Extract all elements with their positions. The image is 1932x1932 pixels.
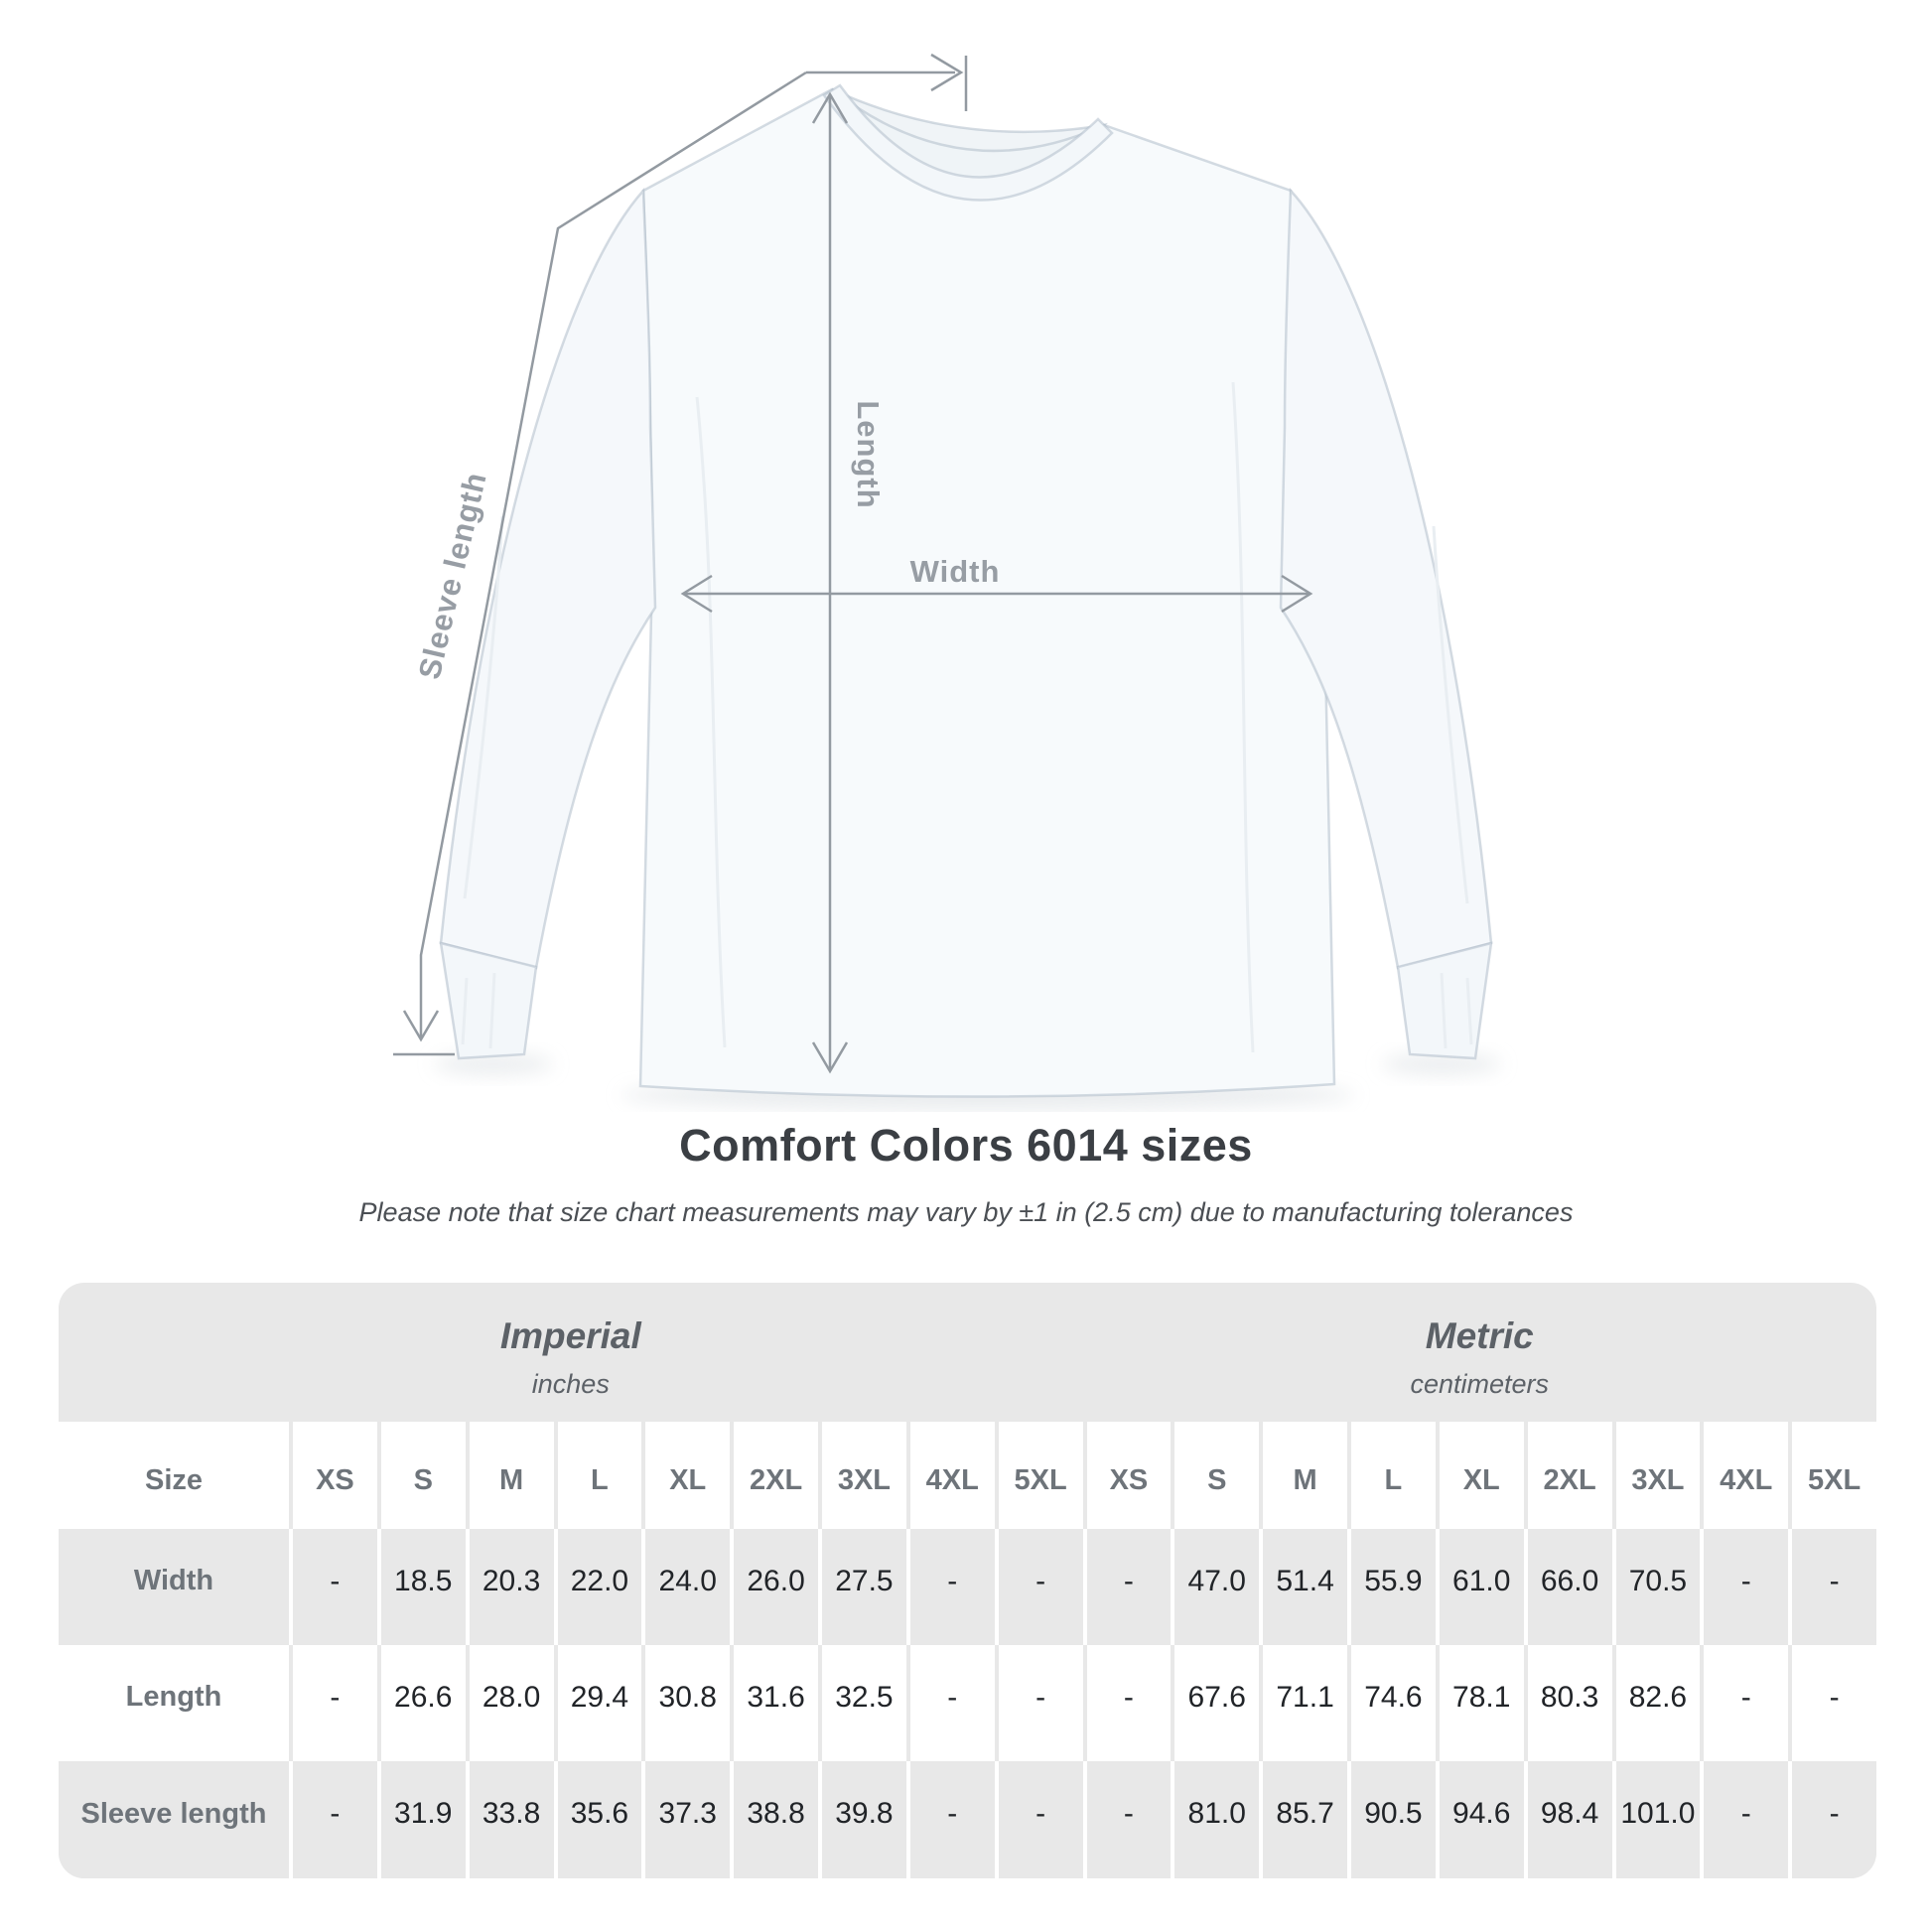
size-header-cell-imperial: S	[377, 1422, 466, 1529]
size-header-cell-imperial: 3XL	[818, 1422, 906, 1529]
value-cell-metric: 71.1	[1259, 1645, 1347, 1761]
value-cell-imperial: 38.8	[730, 1761, 818, 1878]
value-cell-imperial: 35.6	[554, 1761, 642, 1878]
size-grid	[59, 1422, 1876, 1878]
value-cell-metric: 47.0	[1171, 1529, 1259, 1645]
value-cell-metric: -	[1700, 1761, 1788, 1878]
size-header-cell-imperial: XS	[289, 1422, 377, 1529]
value-cell-imperial: 29.4	[554, 1645, 642, 1761]
value-cell-imperial: -	[289, 1761, 377, 1878]
size-header-cell-imperial: 2XL	[730, 1422, 818, 1529]
row-label: Sleeve length	[59, 1761, 289, 1878]
imperial-label: Imperial	[499, 1314, 641, 1356]
width-label: Width	[909, 554, 1001, 589]
value-cell-metric: 61.0	[1436, 1529, 1524, 1645]
value-cell-metric: 98.4	[1524, 1761, 1612, 1878]
value-cell-imperial: 31.9	[377, 1761, 466, 1878]
imperial-unit: inches	[531, 1368, 610, 1399]
value-cell-imperial: -	[906, 1761, 995, 1878]
value-cell-imperial: -	[995, 1645, 1083, 1761]
metric-unit: centimeters	[1410, 1368, 1550, 1399]
value-cell-imperial: 26.6	[377, 1645, 466, 1761]
shirt-graphic	[441, 85, 1491, 1097]
size-header-cell-imperial: L	[554, 1422, 642, 1529]
size-header-cell-metric: 4XL	[1700, 1422, 1788, 1529]
size-header-cell-metric: XS	[1083, 1422, 1172, 1529]
value-cell-imperial: -	[995, 1529, 1083, 1645]
size-header-cell-metric: M	[1259, 1422, 1347, 1529]
size-header-cell-metric: 2XL	[1524, 1422, 1612, 1529]
value-cell-imperial: 30.8	[641, 1645, 730, 1761]
shirt-left-sleeve	[441, 191, 655, 968]
unit-header-band	[59, 1283, 1876, 1422]
value-cell-imperial: 24.0	[641, 1529, 730, 1645]
value-cell-metric: 67.6	[1171, 1645, 1259, 1761]
value-cell-metric: 81.0	[1171, 1761, 1259, 1878]
value-cell-imperial: -	[289, 1529, 377, 1645]
row-label: Length	[59, 1645, 289, 1761]
value-cell-metric: 82.6	[1612, 1645, 1701, 1761]
page-title: Comfort Colors 6014 sizes	[679, 1120, 1253, 1171]
metric-label: Metric	[1425, 1314, 1534, 1356]
imperial-unit-header	[59, 1283, 1083, 1422]
value-cell-metric: 70.5	[1612, 1529, 1701, 1645]
value-cell-metric: 55.9	[1347, 1529, 1436, 1645]
size-header-cell-metric: S	[1171, 1422, 1259, 1529]
value-cell-imperial: 28.0	[466, 1645, 554, 1761]
value-cell-metric: -	[1700, 1529, 1788, 1645]
row-label: Width	[59, 1529, 289, 1645]
value-cell-imperial: -	[289, 1645, 377, 1761]
value-cell-metric: 94.6	[1436, 1761, 1524, 1878]
value-cell-imperial: 18.5	[377, 1529, 466, 1645]
value-cell-imperial: 31.6	[730, 1645, 818, 1761]
size-header-cell-imperial: XL	[641, 1422, 730, 1529]
value-cell-metric: -	[1083, 1645, 1172, 1761]
size-header-cell-imperial: 5XL	[995, 1422, 1083, 1529]
value-cell-metric: 51.4	[1259, 1529, 1347, 1645]
value-cell-metric: 101.0	[1612, 1761, 1701, 1878]
size-header-cell-metric: 5XL	[1788, 1422, 1876, 1529]
value-cell-metric: -	[1083, 1761, 1172, 1878]
value-cell-imperial: -	[995, 1761, 1083, 1878]
size-corner-header: Size	[59, 1422, 289, 1529]
value-cell-metric: 80.3	[1524, 1645, 1612, 1761]
value-cell-metric: 66.0	[1524, 1529, 1612, 1645]
value-cell-metric: -	[1788, 1529, 1876, 1645]
value-cell-metric: -	[1788, 1645, 1876, 1761]
value-cell-metric: -	[1700, 1645, 1788, 1761]
value-cell-imperial: 22.0	[554, 1529, 642, 1645]
value-cell-metric: -	[1788, 1761, 1876, 1878]
size-header-cell-imperial: M	[466, 1422, 554, 1529]
value-cell-imperial: 33.8	[466, 1761, 554, 1878]
value-cell-metric: 85.7	[1259, 1761, 1347, 1878]
value-cell-imperial: 20.3	[466, 1529, 554, 1645]
value-cell-metric: 90.5	[1347, 1761, 1436, 1878]
metric-unit-header	[1083, 1283, 1876, 1422]
size-header-cell-metric: 3XL	[1612, 1422, 1701, 1529]
value-cell-imperial: 27.5	[818, 1529, 906, 1645]
value-cell-imperial: 32.5	[818, 1645, 906, 1761]
tolerance-note: Please note that size chart measurements may vary by ±1 in (2.5 cm) due to manufacturing tolerances	[358, 1197, 1574, 1227]
value-cell-metric: 78.1	[1436, 1645, 1524, 1761]
value-cell-imperial: -	[906, 1529, 995, 1645]
value-cell-imperial: -	[906, 1645, 995, 1761]
value-cell-metric: 74.6	[1347, 1645, 1436, 1761]
value-cell-imperial: 26.0	[730, 1529, 818, 1645]
size-header-cell-imperial: 4XL	[906, 1422, 995, 1529]
length-label: Length	[851, 400, 886, 509]
size-header-cell-metric: XL	[1436, 1422, 1524, 1529]
value-cell-imperial: 37.3	[641, 1761, 730, 1878]
sleeve-length-label: Sleeve length	[411, 468, 493, 683]
value-cell-metric: -	[1083, 1529, 1172, 1645]
value-cell-imperial: 39.8	[818, 1761, 906, 1878]
size-header-cell-metric: L	[1347, 1422, 1436, 1529]
size-chart-table	[59, 1283, 1876, 1878]
